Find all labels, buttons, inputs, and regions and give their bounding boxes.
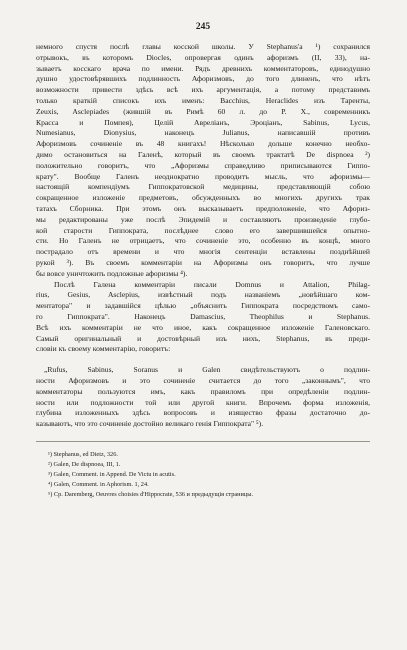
text-line: Zeuxis, Asclepiades (жившій въ Римѣ 60 л. до Р. Х., современникъ — [36, 106, 370, 116]
quote-paragraph — [36, 365, 370, 430]
text-line: настоящій компендіумъ Гиппократовской медицины, представляющій собою — [36, 182, 370, 192]
text-line: Послѣ Галена комментаріи писали Domnus и Attalion, Philag- — [54, 279, 370, 289]
paragraph-1 — [36, 42, 370, 280]
page-number: 245 — [195, 22, 211, 32]
text-line: казываютъ, что это сочиненіе достойно великаго генія Гиппократа" ⁵). — [36, 419, 264, 429]
footnotes — [36, 450, 370, 500]
text-line: кой старости Гиппократа, послѣднее слово его завершившейся опытно- — [36, 225, 370, 235]
footnote: ²) Galen, De dispnoea, III, 1. — [48, 460, 121, 468]
text-line: rius, Gesius, Asclepius, извѣстный подъ названіемъ „новѣйшаго ком- — [36, 290, 370, 300]
text-line: пострадало отъ времени и что многія сентенціи вставлены позднѣйшей — [36, 247, 370, 257]
text-line: бы вовсе уничтожить подложные афоризмы ⁴). — [36, 268, 188, 278]
text-line: Афоризмовъ сочиненіе въ 48 книгахъ! Нѣсколько дольше конечно необхо- — [36, 139, 370, 149]
footnote: ⁴) Galen, Comment. in Aphorism. 1, 24. — [48, 480, 149, 488]
text-line: рукой ³). Въ своемъ комментаріи на Афоризмы онъ говоритъ, что лучше — [36, 257, 370, 267]
text-line: словіи къ своему комментарію, говоритъ: — [36, 344, 171, 354]
text-line: отрывокъ, въ которомъ Diocles, опровергая одинъ афоризмъ (II, 33), на- — [36, 52, 370, 62]
paragraph-2 — [36, 280, 370, 356]
text-line: крату". Вообще Галенъ неоднократно проводитъ мысль, что афоризмы— — [36, 171, 370, 181]
text-line: сти. Но Галенъ не отрицаетъ, что сочиненіе это, особенно въ концѣ, много — [36, 236, 370, 246]
text-line: ментатора" и задавшійся цѣлью „объяснить Гиппократа посредствомъ само- — [36, 301, 370, 311]
text-line: татахъ Сборника. При этомъ онъ высказываетъ предположеніе, что Афориз- — [36, 203, 370, 213]
footnote: ¹) Stephanus, ed Dietz, 326. — [48, 450, 118, 458]
text-line: возможности привести здѣсь всѣ ихъ аргументація, а потому представимъ — [36, 85, 370, 95]
text-line: немного спустя послѣ главы косской школы. У Stephanus'а ¹) сохранился — [36, 42, 370, 51]
text-line: Всѣ ихъ комментаріи не что иное, какъ сокращенное изложеніе Галеновскаго. — [36, 322, 370, 332]
footnote: ⁵) Cp. Daremberg, Oeuvres choisies d'Hippocrate, 536 и предыдущія страницы. — [48, 490, 254, 498]
text-line: Numesianus, Dionysius, наконецъ Julianus, написавшій противъ — [36, 128, 370, 138]
text-line: комментаторы пользуются имъ, какъ правиломъ при опредѣленіи подлин- — [36, 386, 370, 396]
footnote: ³) Galen, Comment. in Append. De Victu in acutis. — [48, 470, 176, 478]
text-line: го Гиппократа". Наконецъ Damascius, Theophilus и Stephanus. — [36, 311, 370, 321]
text-line: димо остановиться на Галенѣ, который въ своемъ трактатѣ De dispnoea ²) — [36, 149, 370, 159]
text-line: ности или подложности той или другой книги. Впрочемъ форма изложенія, — [36, 397, 370, 407]
text-line: душно удостовѣрявшихъ подлинность Афоризмовъ, до того длиненъ, что нѣтъ — [36, 74, 370, 84]
text-line: только краткій списокъ ихъ именъ: Bacchius, Heraclides изъ Таренты, — [36, 95, 370, 105]
text-line: ности Афоризмовъ и это сочиненіе считается до того „законнымъ", что — [36, 375, 370, 385]
text-line: Самый оригинальный и достовѣрный изъ нихъ, Stephanus, въ преди- — [36, 333, 370, 343]
text-line: мы редактированы уже послѣ Эпидемій и составляютъ произведеніе глубо- — [36, 214, 370, 224]
text-line: „Rufus, Sabinus, Soranus и Galen свидѣтельствуютъ о подлин- — [44, 365, 370, 375]
text-line: сокращенное изложеніе предметовъ, обсужденныхъ во многихъ другихъ трак — [36, 193, 370, 203]
text-line: глубина изложенныхъ здѣсь вопросовъ и изящество фразы достаточно до- — [36, 408, 370, 418]
footnote-divider — [36, 441, 370, 442]
text-line: зываетъ косскаго врача по имени. Рядъ древнихъ комментаторовъ, единодушно — [36, 63, 370, 73]
text-line: положительно говоритъ, что „Афоризмы справедливо приписываются Гиппо- — [36, 160, 370, 170]
text-line: Красса и Помпея), Целій Авреліанъ, Эроціанъ, Sabinus, Lycus, — [36, 117, 370, 127]
paragraph-gap — [36, 355, 370, 365]
